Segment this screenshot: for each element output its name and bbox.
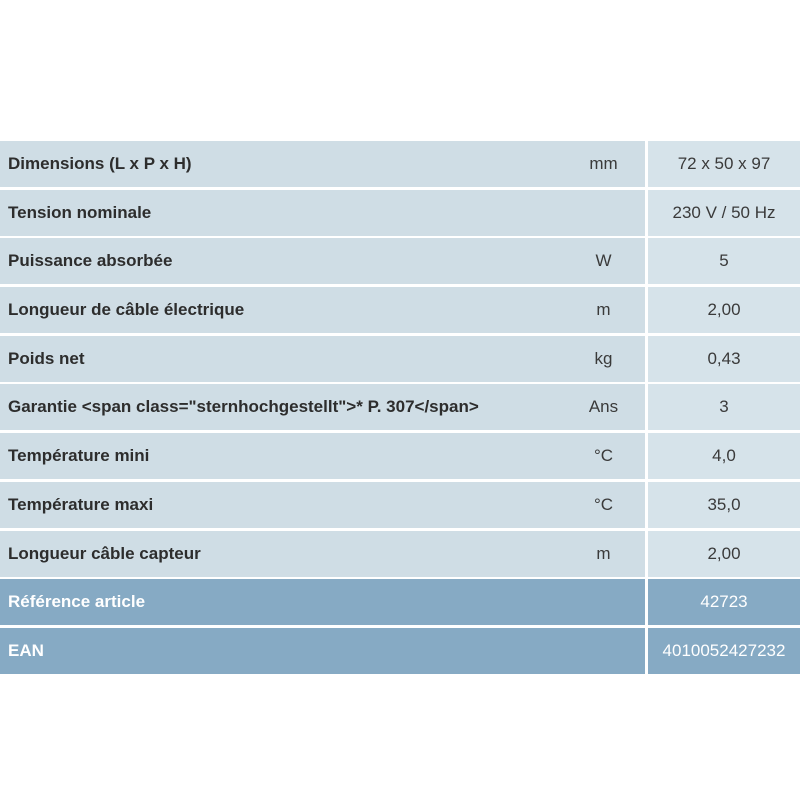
ean-label: EAN	[0, 628, 562, 674]
spec-table	[0, 141, 800, 677]
spec-unit	[562, 190, 645, 236]
reference-label: Référence article	[0, 579, 562, 625]
spec-value: 2,00	[648, 287, 800, 333]
spec-unit: W	[562, 238, 645, 284]
spec-label: Température maxi	[0, 482, 562, 528]
spec-value: 0,43	[648, 336, 800, 382]
spec-row-cable	[0, 287, 800, 333]
spec-row-garantie	[0, 384, 800, 430]
spec-label: Dimensions (L x P x H)	[0, 141, 562, 187]
reference-value: 42723	[648, 579, 800, 625]
spec-value: 3	[648, 384, 800, 430]
ean-unit-cell	[562, 628, 645, 674]
spec-label: Longueur câble capteur	[0, 531, 562, 577]
spec-value: 230 V / 50 Hz	[648, 190, 800, 236]
spec-label: Poids net	[0, 336, 562, 382]
spec-label: Puissance absorbée	[0, 238, 562, 284]
spec-unit: °C	[562, 433, 645, 479]
spec-row-temp-mini	[0, 433, 800, 479]
spec-unit: mm	[562, 141, 645, 187]
reference-unit-cell	[562, 579, 645, 625]
spec-unit: Ans	[562, 384, 645, 430]
reference-row	[0, 579, 800, 625]
spec-value: 72 x 50 x 97	[648, 141, 800, 187]
spec-row-tension	[0, 190, 800, 236]
spec-row-dimensions	[0, 141, 800, 187]
ean-row	[0, 628, 800, 674]
spec-unit: °C	[562, 482, 645, 528]
spec-label: Garantie <span class="sternhochgestellt">* P. 307</span>	[0, 384, 562, 430]
spec-label: Longueur de câble électrique	[0, 287, 562, 333]
spec-label: Température mini	[0, 433, 562, 479]
spec-unit: m	[562, 531, 645, 577]
spec-value: 4,0	[648, 433, 800, 479]
spec-unit: kg	[562, 336, 645, 382]
ean-value: 4010052427232	[648, 628, 800, 674]
spec-row-temp-maxi	[0, 482, 800, 528]
spec-value: 5	[648, 238, 800, 284]
spec-value: 2,00	[648, 531, 800, 577]
spec-unit: m	[562, 287, 645, 333]
spec-label: Tension nominale	[0, 190, 562, 236]
spec-row-cable-capteur	[0, 531, 800, 577]
spec-value: 35,0	[648, 482, 800, 528]
spec-row-poids	[0, 336, 800, 382]
spec-row-puissance	[0, 238, 800, 284]
